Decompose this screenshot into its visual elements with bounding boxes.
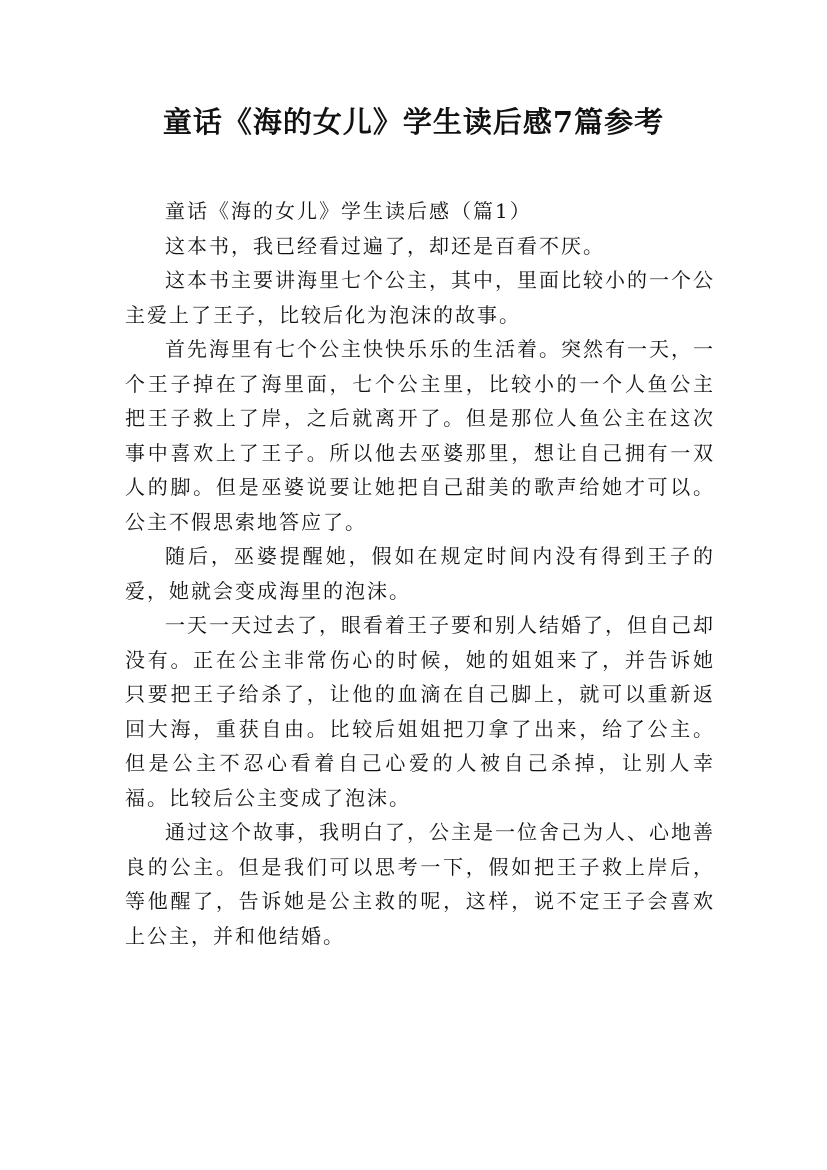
body-paragraph: 这本书，我已经看过遍了，却还是百看不厌。	[165, 233, 605, 258]
section-heading: 童话《海的女儿》学生读后感（篇1）	[165, 199, 532, 223]
body-paragraph: 首先海里有七个公主快快乐乐的生活着。突然有一天，一个王子掉在了海里面，七个公主里，比较小的一个人鱼公主把王子救上了岸，之后就离开了。但是那位人鱼公主在这次事中喜欢上了王子。所以他去巫婆那里，想让自己拥有一双人的脚。但是巫婆说要让她把自己甜美的歌声给她才可以。公主不假思索地答应了。	[125, 337, 715, 534]
body-paragraph: 随后，巫婆提醒她，假如在规定时间内没有得到王子的爱，她就会变成海里的泡沫。	[125, 544, 715, 603]
body-paragraph: 通过这个故事，我明白了，公主是一位舍己为人、心地善良的公主。但是我们可以思考一下，假如把王子救上岸后，等他醒了，告诉她是公主救的呢，这样，说不定王子会喜欢上公主，并和他结婚。	[125, 820, 715, 948]
document-body	[125, 194, 715, 953]
body-paragraph: 一天一天过去了，眼看着王子要和别人结婚了，但自己却没有。正在公主非常伤心的时候，她的姐姐来了，并告诉她只要把王子给杀了，让他的血滴在自己脚上，就可以重新返回大海，重获自由。比较后姐姐把刀拿了出来，给了公主。但是公主不忍心看着自己心爱的人被自己杀掉，让别人幸福。比较后公主变成了泡沫。	[125, 613, 715, 810]
document-title: 童话《海的女儿》学生读后感7篇参考	[162, 105, 665, 139]
body-paragraph: 这本书主要讲海里七个公主，其中，里面比较小的一个公主爱上了王子，比较后化为泡沫的故事。	[125, 268, 715, 327]
